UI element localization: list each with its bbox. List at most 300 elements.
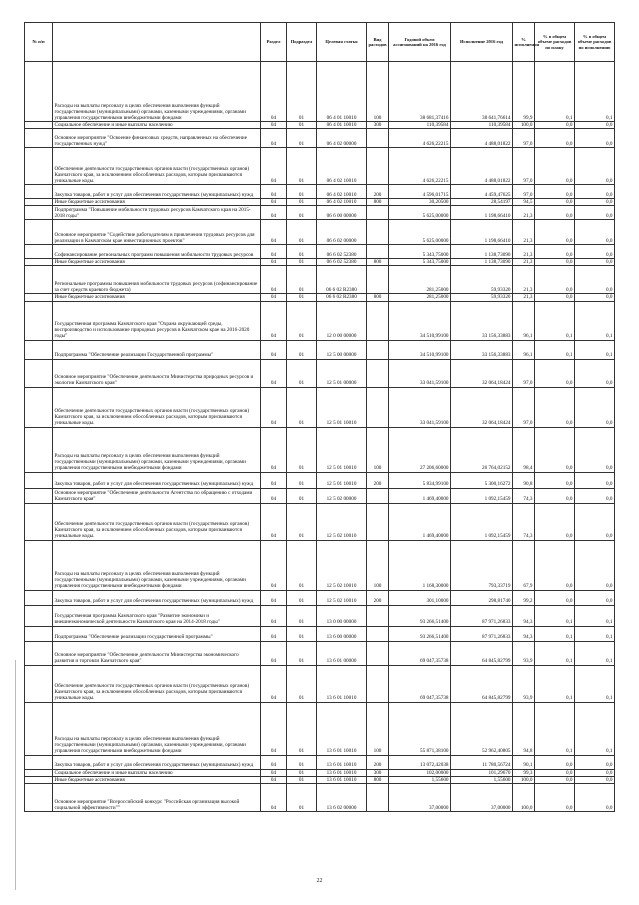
table-row	[25, 294, 615, 301]
cell-vid: 800	[367, 199, 389, 206]
table-row	[25, 340, 615, 359]
cell-razdel: 04	[261, 206, 287, 220]
cell-vid: 100	[367, 427, 389, 472]
cell-num	[25, 472, 53, 488]
cell-name: Основное мероприятие "Всероссийский конкурс "Российская организация высокой социальной эффективности""	[53, 783, 261, 811]
header-name	[53, 23, 261, 62]
cell-plan: 93 266,51400	[389, 605, 451, 626]
table-row	[25, 148, 615, 185]
table-row	[25, 266, 615, 294]
cell-plan: 30,20500	[389, 199, 451, 206]
header-pct-exec: % исполнения	[513, 23, 535, 62]
table-row	[25, 387, 615, 427]
cell-exec: 64 845,82799	[451, 665, 513, 702]
header-podrazdel: Подраздел	[287, 23, 317, 62]
table-header-row	[25, 23, 615, 62]
cell-name: Основное мероприятие "Обеспечение деятельности Агентства по обращению с отходами Камчатского края"	[53, 488, 261, 503]
cell-plan: 281,25000	[389, 294, 451, 301]
cell-plan: 5 343,75000	[389, 245, 451, 259]
cell-razdel: 04	[261, 387, 287, 427]
cell-razdel: 04	[261, 259, 287, 266]
cell-target: 12 5 01 10010	[317, 472, 367, 488]
cell-num	[25, 755, 53, 769]
header-vid: Вид расходов	[367, 23, 389, 62]
cell-plan: 34 510,99100	[389, 340, 451, 359]
cell-name: Иные бюджетные ассигнования	[53, 776, 261, 783]
cell-razdel: 04	[261, 783, 287, 811]
table-row	[25, 783, 615, 811]
header-exec: Исполнение 2016 год	[451, 23, 513, 62]
cell-se: 0,0	[575, 259, 615, 266]
cell-pct: 100,0	[513, 122, 535, 129]
cell-razdel: 04	[261, 665, 287, 702]
cell-target: 06 4 01 10010	[317, 122, 367, 129]
cell-sp: 0,1	[535, 605, 575, 626]
cell-sp: 0,1	[535, 702, 575, 755]
cell-exec: 59,93320	[451, 294, 513, 301]
cell-razdel: 04	[261, 427, 287, 472]
cell-target: 06 4 01 10010	[317, 62, 367, 122]
cell-sp: 0,0	[535, 755, 575, 769]
cell-razdel: 04	[261, 294, 287, 301]
cell-exec: 87 971,26833	[451, 626, 513, 641]
cell-target: 06 6 02 00000	[317, 220, 367, 245]
table-row	[25, 122, 615, 129]
cell-exec: 110,39584	[451, 122, 513, 129]
cell-razdel: 04	[261, 245, 287, 259]
table-row	[25, 206, 615, 220]
cell-podrazdel: 01	[287, 185, 317, 199]
cell-exec: 32 064,18424	[451, 359, 513, 387]
cell-num	[25, 590, 53, 605]
cell-name: Иные бюджетные ассигнования	[53, 259, 261, 266]
cell-se: 0,0	[575, 540, 615, 590]
page-number: 22	[316, 878, 323, 884]
cell-exec: 4 459,47625	[451, 185, 513, 199]
cell-target: 12 5 02 10010	[317, 503, 367, 540]
cell-num	[25, 626, 53, 641]
cell-name: Обеспечение деятельности государственных органов власти (государственных органов) Камчатского края, за исключением обособленных расходов, которым присваиваются уникальные коды.	[53, 665, 261, 702]
cell-sp: 0,0	[535, 259, 575, 266]
cell-razdel: 04	[261, 776, 287, 783]
cell-podrazdel: 01	[287, 641, 317, 665]
cell-pct: 100,0	[513, 783, 535, 811]
cell-vid	[367, 783, 389, 811]
header-pct-share-exec: % в общем объеме расходов по исполнению	[575, 23, 615, 62]
table-row	[25, 220, 615, 245]
cell-razdel: 04	[261, 590, 287, 605]
cell-pct: 96,1	[513, 340, 535, 359]
cell-target: 06 4 02 10010	[317, 148, 367, 185]
cell-pct: 98,4	[513, 427, 535, 472]
cell-sp: 0,0	[535, 427, 575, 472]
cell-exec: 38 641,76614	[451, 62, 513, 122]
table-row	[25, 755, 615, 769]
cell-target: 06 6 02 52380	[317, 245, 367, 259]
cell-sp: 0,1	[535, 62, 575, 122]
cell-pct: 21,3	[513, 294, 535, 301]
cell-se: 0,0	[575, 590, 615, 605]
cell-vid	[367, 488, 389, 503]
cell-plan: 1 469,40000	[389, 488, 451, 503]
cell-name: Подпрограмма "Обеспечение реализации Государственной программы"	[53, 340, 261, 359]
table-body	[25, 62, 615, 812]
cell-sp: 0,1	[535, 301, 575, 340]
cell-num	[25, 259, 53, 266]
cell-vid: 300	[367, 769, 389, 776]
cell-plan: 33 041,59100	[389, 387, 451, 427]
cell-plan: 4 626,22215	[389, 148, 451, 185]
cell-pct: 90,8	[513, 472, 535, 488]
cell-se: 0,0	[575, 755, 615, 769]
cell-podrazdel: 01	[287, 359, 317, 387]
cell-sp: 0,0	[535, 266, 575, 294]
cell-pct: 74,3	[513, 503, 535, 540]
cell-razdel: 04	[261, 122, 287, 129]
cell-exec: 101,29670	[451, 769, 513, 776]
cell-exec: 4 488,01822	[451, 129, 513, 148]
cell-name: Закупка товаров, работ и услуг для обеспечения государственных (муниципальных) нужд	[53, 472, 261, 488]
cell-target: 13 6 01 10010	[317, 769, 367, 776]
cell-name: Расходы на выплаты персоналу в целях обеспечения выполнения функций государственными (муниципальными) органами, казенными учреждениями, органами управления государственными внебюджетными фондами	[53, 62, 261, 122]
cell-razdel: 04	[261, 769, 287, 776]
cell-vid	[367, 301, 389, 340]
cell-exec: 4 488,01822	[451, 148, 513, 185]
cell-target: 06 6 02 52380	[317, 259, 367, 266]
cell-name: Региональные программы повышения мобильности трудовых ресурсов (софинансирование за счет средств краевого бюджета)	[53, 266, 261, 294]
cell-podrazdel: 01	[287, 503, 317, 540]
cell-vid: 200	[367, 590, 389, 605]
cell-razdel: 04	[261, 472, 287, 488]
cell-num	[25, 387, 53, 427]
cell-num	[25, 185, 53, 199]
cell-razdel: 04	[261, 359, 287, 387]
cell-pct: 99,9	[513, 62, 535, 122]
cell-vid: 800	[367, 259, 389, 266]
cell-plan: 5 834,99100	[389, 472, 451, 488]
cell-pct: 97,0	[513, 129, 535, 148]
table-row	[25, 488, 615, 503]
cell-target: 06 4 02 10010	[317, 185, 367, 199]
cell-sp: 0,1	[535, 340, 575, 359]
cell-exec: 1 092,15459	[451, 488, 513, 503]
cell-plan: 38 681,37416	[389, 62, 451, 122]
cell-vid	[367, 266, 389, 294]
cell-se: 0,0	[575, 294, 615, 301]
cell-num	[25, 540, 53, 590]
cell-se: 0,0	[575, 783, 615, 811]
cell-exec: 1 138,73090	[451, 259, 513, 266]
cell-pct: 93,9	[513, 641, 535, 665]
cell-sp: 0,0	[535, 387, 575, 427]
table-row	[25, 702, 615, 755]
cell-plan: 27 206,60000	[389, 427, 451, 472]
cell-vid: 200	[367, 755, 389, 769]
table-row	[25, 605, 615, 626]
cell-exec: 1 138,73090	[451, 245, 513, 259]
cell-num	[25, 266, 53, 294]
cell-num	[25, 488, 53, 503]
cell-podrazdel: 01	[287, 148, 317, 185]
cell-plan: 33 041,59100	[389, 359, 451, 387]
cell-name: Подпрограмма "Повышение мобильности трудовых ресурсов Камчатского края на 2015-2018 годы"	[53, 206, 261, 220]
cell-vid	[367, 340, 389, 359]
cell-exec: 33 156,33883	[451, 301, 513, 340]
table-row	[25, 259, 615, 266]
cell-name: Социальное обеспечение и иные выплаты населению	[53, 769, 261, 776]
cell-razdel: 04	[261, 148, 287, 185]
cell-podrazdel: 01	[287, 266, 317, 294]
cell-exec: 59,93320	[451, 266, 513, 294]
cell-pct: 97,0	[513, 387, 535, 427]
cell-se: 0,0	[575, 129, 615, 148]
cell-plan: 110,39584	[389, 122, 451, 129]
cell-num	[25, 641, 53, 665]
cell-vid	[367, 206, 389, 220]
cell-pct: 96,1	[513, 301, 535, 340]
cell-target: 06 6 02 R2380	[317, 266, 367, 294]
cell-sp: 0,0	[535, 220, 575, 245]
cell-se: 0,0	[575, 503, 615, 540]
cell-num	[25, 122, 53, 129]
cell-sp: 0,0	[535, 129, 575, 148]
cell-plan: 1 168,30000	[389, 540, 451, 590]
cell-vid: 100	[367, 702, 389, 755]
cell-razdel: 04	[261, 488, 287, 503]
cell-sp: 0,1	[535, 641, 575, 665]
cell-se: 0,0	[575, 148, 615, 185]
cell-sp: 0,0	[535, 245, 575, 259]
cell-pct: 100,0	[513, 776, 535, 783]
cell-vid	[367, 605, 389, 626]
cell-razdel: 04	[261, 540, 287, 590]
cell-plan: 4 626,22215	[389, 129, 451, 148]
cell-razdel: 04	[261, 62, 287, 122]
cell-pct: 21,3	[513, 259, 535, 266]
cell-num	[25, 220, 53, 245]
cell-num	[25, 199, 53, 206]
table-row	[25, 359, 615, 387]
cell-razdel: 04	[261, 641, 287, 665]
cell-name: Закупка товаров, работ и услуг для обеспечения государственных (муниципальных) нужд	[53, 590, 261, 605]
cell-vid: 300	[367, 122, 389, 129]
cell-exec: 1,55600	[451, 776, 513, 783]
cell-sp: 0,0	[535, 503, 575, 540]
cell-razdel: 04	[261, 199, 287, 206]
cell-se: 0,0	[575, 427, 615, 472]
cell-razdel: 04	[261, 301, 287, 340]
cell-exec: 87 971,26833	[451, 605, 513, 626]
cell-sp: 0,1	[535, 626, 575, 641]
cell-num	[25, 605, 53, 626]
cell-podrazdel: 01	[287, 206, 317, 220]
cell-razdel: 04	[261, 626, 287, 641]
cell-num	[25, 359, 53, 387]
cell-se: 0,1	[575, 626, 615, 641]
cell-se: 0,1	[575, 62, 615, 122]
cell-target: 12 5 01 10010	[317, 427, 367, 472]
cell-target: 13 6 00 00000	[317, 626, 367, 641]
cell-num	[25, 301, 53, 340]
cell-exec: 33 156,33883	[451, 340, 513, 359]
cell-podrazdel: 01	[287, 122, 317, 129]
cell-podrazdel: 01	[287, 245, 317, 259]
cell-sp: 0,0	[535, 540, 575, 590]
cell-sp: 0,0	[535, 148, 575, 185]
table-row	[25, 665, 615, 702]
cell-target: 12 5 00 00000	[317, 340, 367, 359]
cell-exec: 11 780,56724	[451, 755, 513, 769]
cell-target: 12 5 02 10010	[317, 590, 367, 605]
cell-plan: 102,00000	[389, 769, 451, 776]
cell-name: Обеспечение деятельности государственных органов власти (государственных органов) Камчатского края, за исключением обособленных расходов, которым присваиваются уникальные коды.	[53, 148, 261, 185]
table-row	[25, 641, 615, 665]
cell-name: Софинансирование региональных программ повышения мобильности трудовых ресурсов	[53, 245, 261, 259]
cell-plan: 5 625,00000	[389, 206, 451, 220]
header-target: Целевая статья	[317, 23, 367, 62]
cell-se: 0,1	[575, 702, 615, 755]
table-row	[25, 185, 615, 199]
table-row	[25, 540, 615, 590]
cell-exec: 1 198,66410	[451, 220, 513, 245]
cell-plan: 4 596,01715	[389, 185, 451, 199]
cell-podrazdel: 01	[287, 199, 317, 206]
cell-sp: 0,0	[535, 199, 575, 206]
cell-target: 12 5 01 10010	[317, 387, 367, 427]
cell-target: 12 5 01 00000	[317, 359, 367, 387]
cell-podrazdel: 01	[287, 783, 317, 811]
cell-se: 0,0	[575, 776, 615, 783]
cell-pct: 99,3	[513, 769, 535, 776]
table-row	[25, 626, 615, 641]
cell-se: 0,1	[575, 340, 615, 359]
cell-target: 06 4 02 00000	[317, 129, 367, 148]
cell-name: Расходы на выплаты персоналу в целях обеспечения выполнения функций государственными (муниципальными) органами, казенными учреждениями, органами управления государственными внебюджетными фондами	[53, 427, 261, 472]
table-row	[25, 769, 615, 776]
cell-vid	[367, 245, 389, 259]
cell-plan: 301,10000	[389, 590, 451, 605]
cell-sp: 0,0	[535, 488, 575, 503]
cell-plan: 69 047,35738	[389, 641, 451, 665]
table-row	[25, 62, 615, 122]
table-row	[25, 776, 615, 783]
cell-pct: 94,8	[513, 702, 535, 755]
cell-plan: 1,55600	[389, 776, 451, 783]
cell-vid	[367, 503, 389, 540]
cell-target: 13 6 01 10010	[317, 776, 367, 783]
cell-exec: 793,33719	[451, 540, 513, 590]
table-row	[25, 427, 615, 472]
cell-plan: 55 871,38100	[389, 702, 451, 755]
cell-num	[25, 294, 53, 301]
cell-podrazdel: 01	[287, 259, 317, 266]
cell-se: 0,0	[575, 206, 615, 220]
cell-podrazdel: 01	[287, 129, 317, 148]
cell-se: 0,0	[575, 266, 615, 294]
cell-pct: 99,2	[513, 590, 535, 605]
cell-sp: 0,0	[535, 359, 575, 387]
cell-se: 0,1	[575, 665, 615, 702]
cell-num	[25, 427, 53, 472]
cell-num	[25, 783, 53, 811]
table-row	[25, 129, 615, 148]
scan-margin-line	[15, 660, 16, 890]
cell-name: Расходы на выплаты персоналу в целях обеспечения выполнения функций государственными (муниципальными) органами, казенными учреждениями, органами управления государственными внебюджетными фондами	[53, 540, 261, 590]
cell-target: 06 6 00 00000	[317, 206, 367, 220]
cell-plan: 13 072,42038	[389, 755, 451, 769]
cell-name: Государственная программа Камчатского края "Развитие экономики и внешнеэкономической деятельности Камчатского края на 2014-2018 годы"	[53, 605, 261, 626]
cell-num	[25, 665, 53, 702]
cell-name: Основное мероприятие "Обеспечение деятельности Министерства природных ресурсов и экологии Камчатского края"	[53, 359, 261, 387]
cell-num	[25, 776, 53, 783]
cell-plan: 69 047,35738	[389, 665, 451, 702]
cell-se: 0,1	[575, 641, 615, 665]
cell-target: 13 6 01 10010	[317, 702, 367, 755]
cell-plan: 5 343,75000	[389, 259, 451, 266]
cell-plan: 281,25000	[389, 266, 451, 294]
cell-se: 0,0	[575, 185, 615, 199]
cell-sp: 0,0	[535, 590, 575, 605]
cell-vid: 800	[367, 776, 389, 783]
cell-plan: 1 469,40000	[389, 503, 451, 540]
cell-razdel: 04	[261, 220, 287, 245]
cell-name: Основное мероприятие "Содействие работодателям в привлечении трудовых ресурсов для реализации в Камчатском крае инвестиционных проектов"	[53, 220, 261, 245]
cell-pct: 94,3	[513, 605, 535, 626]
cell-sp: 0,1	[535, 665, 575, 702]
cell-vid: 200	[367, 472, 389, 488]
cell-exec: 64 845,82799	[451, 641, 513, 665]
cell-pct: 97,0	[513, 359, 535, 387]
cell-target: 12 5 02 10010	[317, 540, 367, 590]
cell-exec: 26 764,02152	[451, 427, 513, 472]
cell-name: Обеспечение деятельности государственных органов власти (государственных органов) Камчатского края, за исключением обособленных расходов, которым присваиваются уникальные коды.	[53, 387, 261, 427]
cell-podrazdel: 01	[287, 776, 317, 783]
cell-exec: 28,54197	[451, 199, 513, 206]
cell-name: Государственная программа Камчатского края "Охрана окружающей среды, воспроизводство и использование природных ресурсов в Камчатском крае на 2016-2020 годы"	[53, 301, 261, 340]
cell-podrazdel: 01	[287, 340, 317, 359]
cell-target: 06 4 02 10010	[317, 199, 367, 206]
cell-podrazdel: 01	[287, 769, 317, 776]
cell-name: Основное мероприятие "Освоение финансовых средств, направленных на обеспечение государственных нужд"	[53, 129, 261, 148]
table-row	[25, 199, 615, 206]
cell-num	[25, 340, 53, 359]
table-row	[25, 590, 615, 605]
cell-target: 12 0 00 00000	[317, 301, 367, 340]
cell-exec: 1 092,15459	[451, 503, 513, 540]
header-razdel: Раздел	[261, 23, 287, 62]
cell-vid	[367, 148, 389, 185]
cell-vid: 100	[367, 540, 389, 590]
cell-pct: 97,0	[513, 148, 535, 185]
cell-sp: 0,0	[535, 783, 575, 811]
budget-table	[24, 22, 615, 812]
cell-num	[25, 503, 53, 540]
cell-pct: 93,9	[513, 665, 535, 702]
cell-podrazdel: 01	[287, 605, 317, 626]
cell-se: 0,0	[575, 359, 615, 387]
cell-razdel: 04	[261, 185, 287, 199]
cell-razdel: 04	[261, 503, 287, 540]
cell-se: 0,0	[575, 769, 615, 776]
cell-vid	[367, 129, 389, 148]
cell-podrazdel: 01	[287, 702, 317, 755]
cell-razdel: 04	[261, 755, 287, 769]
cell-exec: 1 198,66410	[451, 206, 513, 220]
cell-podrazdel: 01	[287, 488, 317, 503]
cell-pct: 21,3	[513, 245, 535, 259]
cell-num	[25, 245, 53, 259]
cell-vid	[367, 641, 389, 665]
